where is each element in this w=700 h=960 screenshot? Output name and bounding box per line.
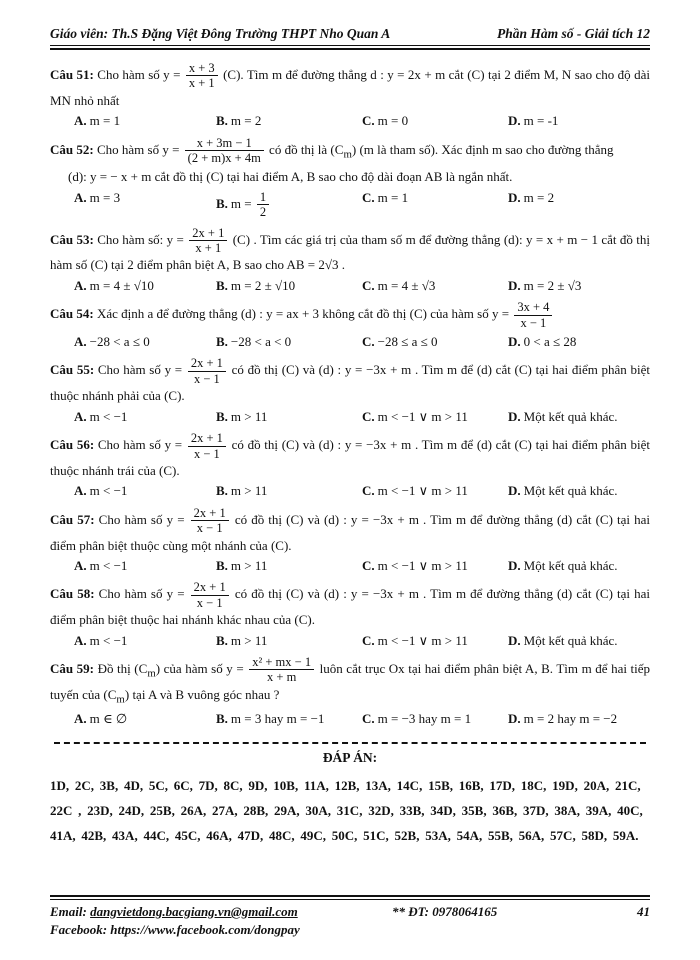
fraction: $\frac{2x + 1}{x - 1}$ [189,506,231,536]
option-c: C. m = 0 [362,113,409,129]
question-text: Câu 58: Cho hàm số y = $\frac{2x + 1}{x - 1}$ có đồ thị (C) và (d) : y = −3x + m . Tìm m để đường thẳng (d) cắt (C) tại hai điểm phân biệt thuộc hai nhánh khác nhau của (C). [50,580,650,628]
dashed-divider [54,742,646,744]
fraction: $\frac{x + 3}{x + 1}$ [184,61,220,91]
question-number: Câu 59: [50,660,95,676]
option-a: A. m = 4 ± √10 [74,277,154,293]
header-section: Phần Hàm số - Giải tích 12 [496,26,650,41]
fraction: $\frac{\text{x² + mx − 1}}{x + m}$ [247,655,316,685]
fraction: $\frac{1}{2}$ [255,190,271,220]
option-d: D. Một kết quả khác. [508,632,618,648]
question-58 [50,579,650,650]
options-row [50,333,650,351]
options-row [50,408,650,426]
option-c: C. m < −1 ∨ m > 11 [362,632,468,648]
question-text: Câu 55: Cho hàm số y = $\frac{2x + 1}{x - 1}$ có đồ thị (C) và (d) : y = −3x + m . Tìm m để (d) cắt (C) tại hai điểm phân biệt thuộc nhánh phải của (C). [50,356,650,404]
option-a: A. m ∈ ∅ [74,710,128,726]
option-b: B. m = $\frac{1}{2}$ [216,189,362,221]
fraction: $\frac{2x + 1}{x - 1}$ [186,431,228,461]
question-text: Câu 54: Xác định a để đường thẳng (d) : y = ax + 3 không cắt đồ thị (C) của hàm số y = $\frac{3x + 4}{x - 1}$ [50,299,650,331]
page-number: 41 [637,904,650,919]
answer-key-section [50,742,650,848]
question-54 [50,299,650,351]
option-c: C. m = −3 hay m = 1 [362,710,472,726]
question-text: Câu 59: Đồ thị $(C_m)$ của hàm số y = $\frac{\text{x² + mx − 1}}{x + m}$ luôn cắt trục Ox tại hai điểm phân biệt A, B. Tìm m để hai tiếp tuyến của $(C_m)$ tại A và B vuông góc nhau ? [50,655,651,706]
answer-key-line: 1D, 2C, 3B, 4D, 5C, 6C, 7D, 8C, 9D, 10B, 11A, 12B, 13A, 14C, 15B, 16B, 17D, 18C, 19D, 20A, 21C, [50,778,641,794]
question-text: Câu 51: Cho hàm số y = $\frac{x + 3}{x + 1}$ (C). Tìm m để đường thẳng d : y = 2x + m cắt (C) tại 2 điểm M, N sao cho độ dài MN nhỏ nhất [50,61,650,108]
header-rule [50,48,650,50]
option-c: C. m < −1 ∨ m > 11 [362,408,468,424]
question-subline: (d): y = − x + m cắt đồ thị (C) tại hai điểm A, B sao cho độ dài đoạn AB là ngắn nhất. [68,169,513,185]
option-b: B. m > 11 [216,632,268,648]
option-a: A. m < −1 [74,557,128,573]
question-number: Câu 52: [50,141,94,157]
option-a: A. m < −1 [74,483,128,499]
option-b: B. m = 2 ± √10 [216,277,296,293]
question-55 [50,355,650,426]
question-number: Câu 53: [50,231,94,247]
question-text: Câu 53: Cho hàm số: y = $\frac{2x + 1}{x + 1}$ (C) . Tìm các giá trị của tham số m để đường thẳng (d): y = x + m − 1 cắt đồ thị hàm số (C) tại 2 điểm phân biệt A, B sao cho AB = 2√3 . [50,225,650,273]
option-d: D. m = -1 [508,113,559,129]
fraction: $\frac{3x + 4}{x - 1}$ [512,300,554,330]
question-text: Câu 57: Cho hàm số y = $\frac{2x + 1}{x - 1}$ có đồ thị (C) và (d) : y = −3x + m . Tìm m để đường thẳng (d) cắt (C) tại hai điểm phân biệt thuộc cùng một nhánh của (C). [50,505,650,553]
question-text: Câu 56: Cho hàm số y = $\frac{2x + 1}{x - 1}$ có đồ thị (C) và (d) : y = −3x + m . Tìm m để (d) cắt (C) tại hai điểm phân biệt thuộc nhánh trái của (C). [50,431,650,478]
option-a: A. m = 1 [74,113,121,129]
question-number: Câu 58: [50,586,95,602]
facebook-url: https://www.facebook.com/dongpay [110,922,300,937]
option-b: B. m = 2 [216,113,262,129]
question-number: Câu 57: [50,511,95,527]
option-a: A. m < −1 [74,408,128,424]
question-text: Câu 52: Cho hàm số y = $\frac{x + 3m - 1}{(2 + m)x + 4m}$ có đồ thị là $(C_m)$ (m là tham số). Xác định m sao cho đường thẳng [50,135,614,166]
page-footer [50,895,650,940]
question-number: Câu 56: [50,436,95,452]
question-number: Câu 51: [50,66,94,82]
option-d: D. Một kết quả khác. [508,557,618,573]
question-57 [50,505,650,576]
option-b: B. m = 3 hay m = −1 [216,710,325,726]
option-b: B. m > 11 [216,483,268,499]
option-c: C. m = 4 ± √3 [362,277,436,293]
option-c: C. m = 1 [362,189,409,205]
answer-key-title: ĐÁP ÁN: [322,750,378,766]
option-c: C. m < −1 ∨ m > 11 [362,483,468,499]
question-number: Câu 55: [50,362,95,378]
answer-key-line: 22C , 23D, 24D, 25B, 26A, 27A, 28B, 29A, 30A, 31C, 32D, 33B, 34D, 35B, 36B, 37D, 38A, 39A, 40C, [50,802,643,818]
fraction: $\frac{x + 3m - 1}{(2 + m)x + 4m}$ [183,136,266,166]
question-56 [50,430,650,501]
email-label: Email: [50,904,87,919]
option-a: A. −28 < a ≤ 0 [74,334,150,350]
option-c: C. m < −1 ∨ m > 11 [362,557,468,573]
options-row [50,189,650,221]
option-b: B. −28 < a < 0 [216,334,292,350]
email-link[interactable]: dangvietdong.bacgiang.vn@gmail.com [90,904,298,919]
option-d: D. m = 2 hay m = −2 [508,710,618,726]
options-row [50,710,650,728]
questions-area [50,60,650,848]
question-number: Câu 54: [50,306,94,322]
footer-divider [50,895,650,900]
option-d: D. Một kết quả khác. [508,408,618,424]
options-row [50,557,650,575]
option-d: D. m = 2 [508,189,555,205]
options-row [50,482,650,500]
option-a: A. m < −1 [74,632,128,648]
fraction: $\frac{2x + 1}{x - 1}$ [189,580,231,610]
question-59 [50,654,650,728]
footer-phone: ** ĐT: 0978064165 [392,904,498,919]
question-53 [50,225,650,296]
option-d: D. m = 2 ± √3 [508,277,582,293]
options-row [50,112,650,130]
question-51 [50,60,650,131]
option-d: D. Một kết quả khác. [508,483,618,499]
header-teacher: Giáo viên: Th.S Đặng Việt Đông Trường THPT Nho Quan A [50,26,391,41]
option-c: C. −28 ≤ a ≤ 0 [362,334,438,350]
page-header [50,26,650,46]
option-b: B. m > 11 [216,408,268,424]
options-row [50,277,650,295]
option-d: D. 0 < a ≤ 28 [508,334,577,350]
fraction: $\frac{2x + 1}{x - 1}$ [186,356,228,386]
option-b: B. m > 11 [216,557,268,573]
option-a: A. m = 3 [74,189,121,205]
fraction: $\frac{2x + 1}{x + 1}$ [187,226,229,256]
facebook-label: Facebook: [50,922,108,937]
question-52 [50,135,650,221]
options-row [50,632,650,650]
answer-key-line: 41A, 42B, 43A, 44C, 45C, 46A, 47D, 48C, 49C, 50C, 51C, 52B, 53A, 54A, 55B, 56A, 57C, 58D, 59A. [50,827,639,843]
